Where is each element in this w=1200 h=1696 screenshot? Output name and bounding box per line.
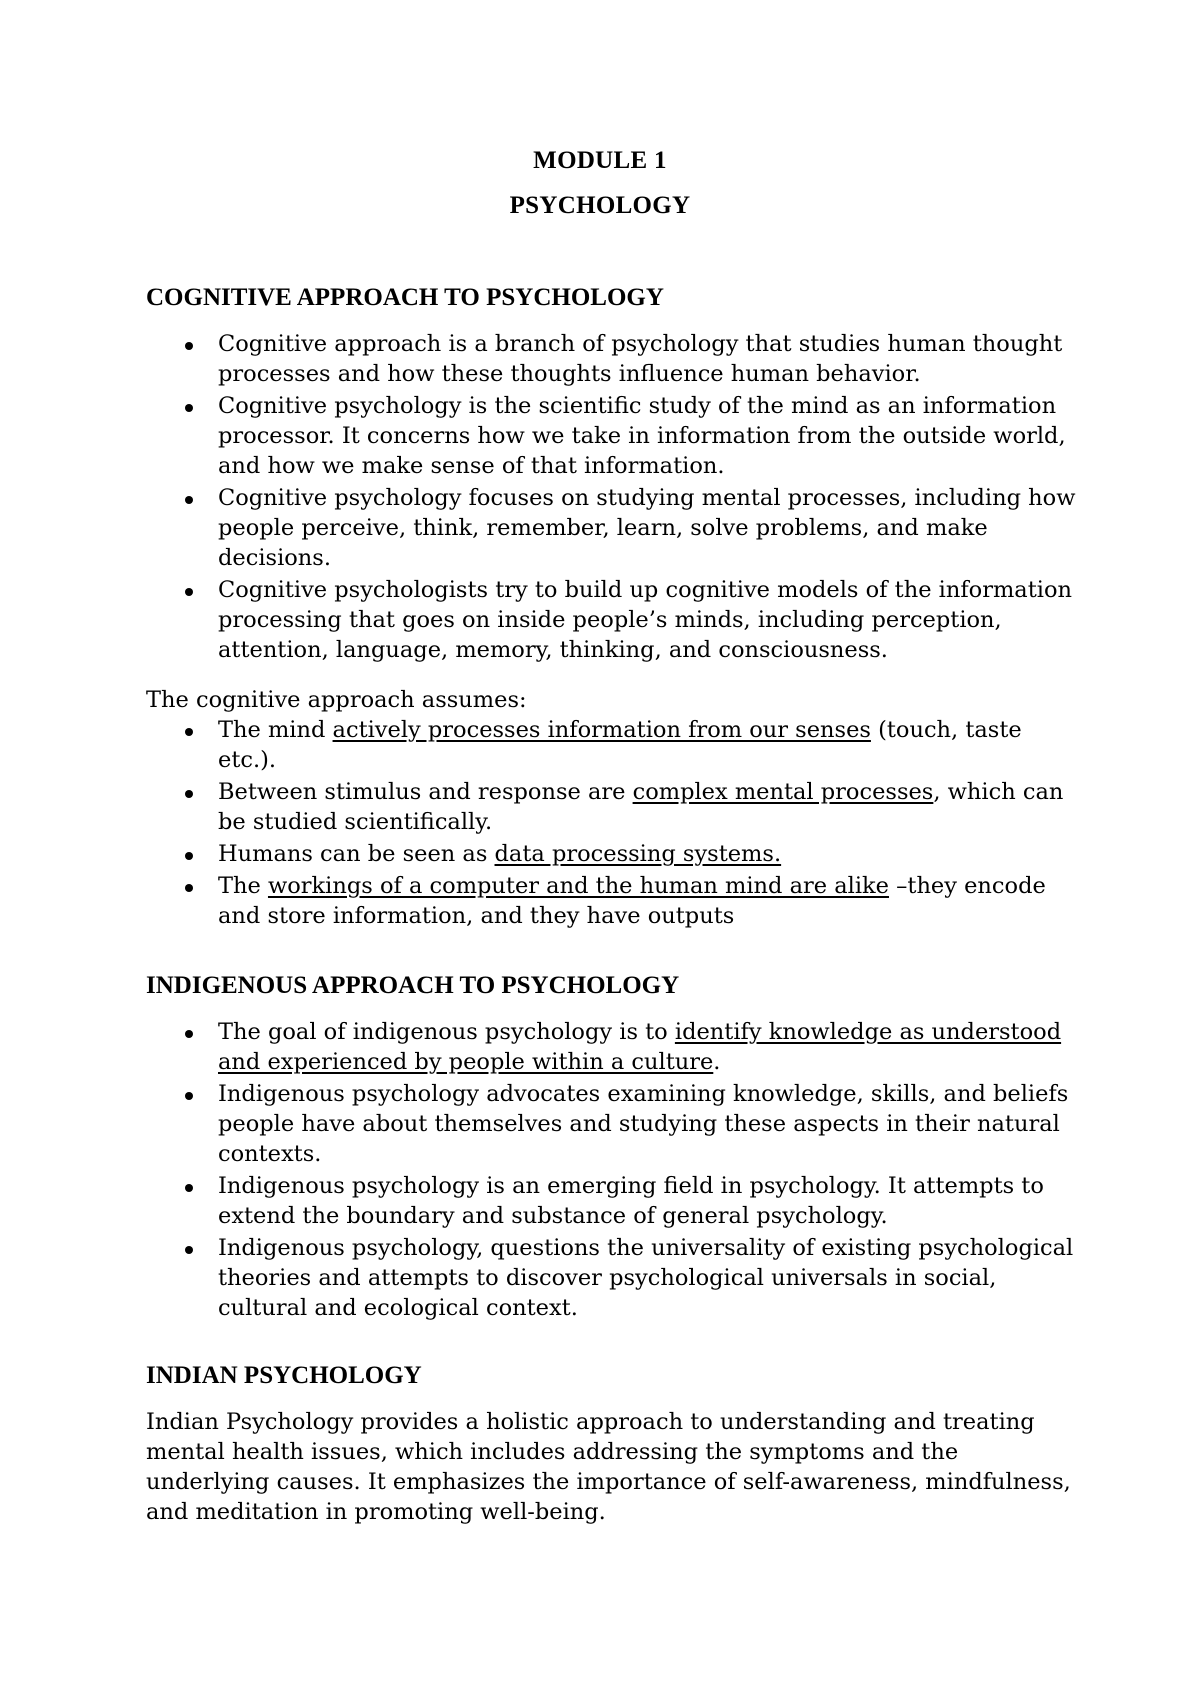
underlined-phrase: identify knowledge as understood and experienced by people within a culture <box>218 1019 1062 1075</box>
list-item-text-end: (touch, taste etc.). <box>218 717 1022 773</box>
indigenous-bullet-list <box>146 1017 1076 1323</box>
underlined-phrase: data processing systems. <box>494 841 782 867</box>
bullet-icon <box>185 790 193 798</box>
subject-heading: PSYCHOLOGY <box>509 192 691 219</box>
bullet-icon <box>185 404 193 412</box>
section-title-cognitive: COGNITIVE APPROACH TO PSYCHOLOGY <box>146 284 664 311</box>
list-item-text-start: The mind <box>218 717 333 743</box>
bullet-icon <box>185 342 193 350</box>
list-item <box>146 1171 1076 1231</box>
list-item-text: Cognitive psychologists try to build up cognitive models of the information processing that goes on inside people’s minds, including perception, attention, language, memory, thinking, and consciousness. <box>218 577 1073 663</box>
cognitive-bullet-list <box>146 329 1076 665</box>
indian-paragraph: Indian Psychology provides a holistic approach to understanding and treating mental health issues, which includes addressing the symptoms and the underlying causes. It emphasizes the importance of self-awareness, mindfulness, and meditation in promoting well-being. <box>146 1409 1071 1525</box>
list-item <box>146 777 1076 837</box>
bullet-icon <box>185 1246 193 1254</box>
list-item-text-start: Between stimulus and response are <box>218 779 633 805</box>
list-item-text-start: Humans can be seen as <box>218 841 495 867</box>
list-item-text-start: The goal of indigenous psychology is to <box>218 1019 675 1045</box>
list-item <box>146 839 1076 869</box>
list-item-text: Cognitive approach is a branch of psychology that studies human thought processes and how these thoughts influence human behavior. <box>218 331 1063 387</box>
list-item <box>146 1233 1076 1323</box>
module-heading: MODULE 1 <box>533 147 667 174</box>
bullet-icon <box>185 496 193 504</box>
underlined-phrase: actively processes information from our senses <box>332 717 871 743</box>
list-item <box>146 871 1076 931</box>
section-title-indigenous: INDIGENOUS APPROACH TO PSYCHOLOGY <box>146 972 680 999</box>
section-title-indian: INDIAN PSYCHOLOGY <box>146 1362 422 1389</box>
list-item <box>146 575 1076 665</box>
list-item <box>146 391 1076 481</box>
list-item-text: Indigenous psychology, questions the universality of existing psychological theories and attempts to discover psychological universals in social, cultural and ecological context. <box>218 1235 1074 1321</box>
list-item-text-start: The <box>218 873 268 899</box>
list-item-text: Indigenous psychology advocates examining knowledge, skills, and beliefs people have about themselves and studying these aspects in their natural contexts. <box>218 1081 1069 1167</box>
document-body <box>146 283 1076 1527</box>
bullet-icon <box>185 1184 193 1192</box>
assumption-bullet-list <box>146 715 1076 931</box>
list-item-text-end: . <box>713 1049 721 1075</box>
bullet-icon <box>185 852 193 860</box>
bullet-icon <box>185 1092 193 1100</box>
list-item <box>146 483 1076 573</box>
bullet-icon <box>185 884 193 892</box>
list-item-text-end: , which can be studied scientifically. <box>218 779 1064 835</box>
list-item-text: Cognitive psychology is the scientific study of the mind as an information processor. It concerns how we take in information from the outside world, and how we make sense of that information. <box>218 393 1066 479</box>
list-item <box>146 715 1076 775</box>
list-item-text: Indigenous psychology is an emerging field in psychology. It attempts to extend the boundary and substance of general psychology. <box>218 1173 1044 1229</box>
assumes-intro: The cognitive approach assumes: <box>146 687 527 713</box>
bullet-icon <box>185 588 193 596</box>
underlined-phrase: complex mental processes <box>632 779 934 805</box>
list-item <box>146 1017 1076 1077</box>
list-item <box>146 1079 1076 1169</box>
bullet-icon <box>185 1030 193 1038</box>
bullet-icon <box>185 728 193 736</box>
underlined-phrase: workings of a computer and the human mind are alike <box>267 873 889 899</box>
list-item-text: Cognitive psychology focuses on studying mental processes, including how people perceive, think, remember, learn, solve problems, and make decisions. <box>218 485 1076 571</box>
list-item-text-end: –they encode and store information, and they have outputs <box>218 873 1046 929</box>
list-item <box>146 329 1076 389</box>
